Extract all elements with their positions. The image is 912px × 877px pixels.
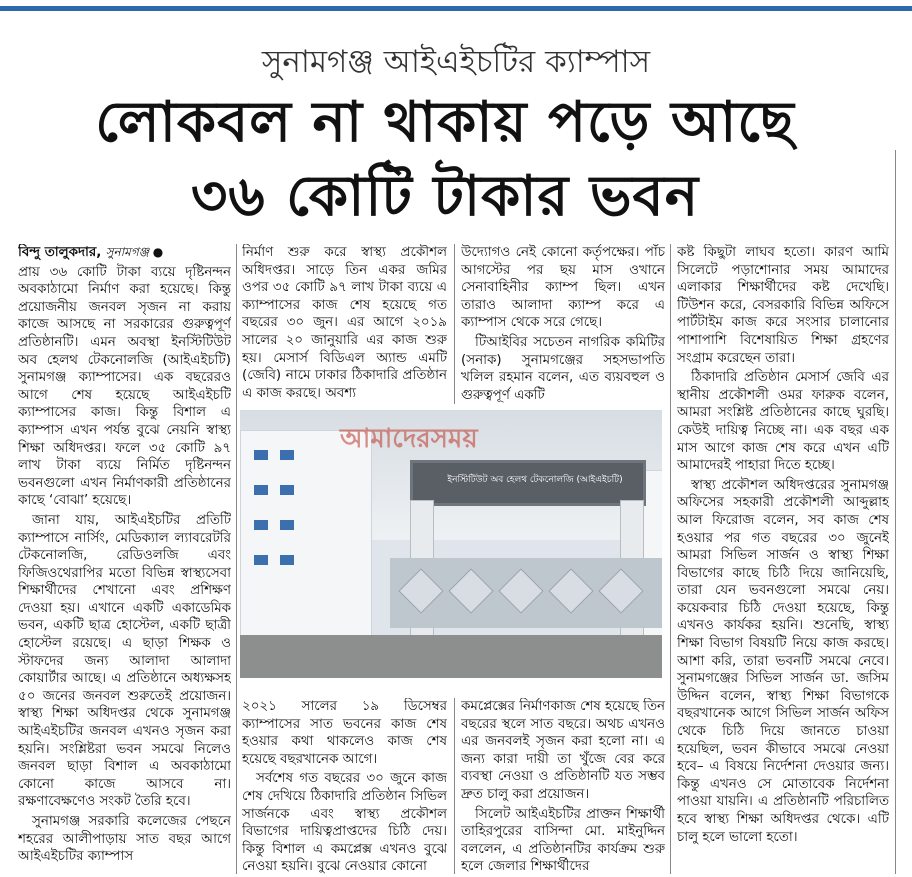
photo-watermark: আমাদেরসময় [340, 424, 478, 454]
article-column-3-bottom [461, 698, 665, 874]
headline-line-2: ৩৬ কোটি টাকার ভবন [190, 164, 700, 229]
article-column-4 [677, 244, 889, 874]
top-rule [0, 6, 912, 11]
column-divider [454, 244, 455, 404]
paragraph: স্বাস্থ্য প্রকৌশল অধিদপ্তরের সুনামগঞ্জ অফিসের সহকারী প্রকৌশলী আব্দুল্লাহ আল ফিরোজ বলেন, সব কাজ শেষ হওয়ার পর গত বছরের ৩০ জুনেই আমরা সিভিল সার্জন ও স্বাস্থ্য শিক্ষা বিভাগের কাছে চিঠি দিয়ে জানিয়েছি, তারা যেন ভবনগুলো সমঝে নেয়। কয়েকবার চিঠি দেওয়া হয়েছে, কিন্তু এখনও কার্যকর হয়নি। শুনেছি, স্বাস্থ্য শিক্ষা বিভাগ বিষয়টি নিয়ে কাজ করছে। আশা করি, তারা ভবনটি সমঝে নেবে। সুনামগঞ্জের সিভিল সার্জন ডা. জসিম উদ্দিন বলেন, স্বাস্থ্য শিক্ষা বিভাগকে বছরখানেক আগে সিভিল সার্জন অফিস থেকে চিঠি দিয়ে জানতে চাওয়া হয়েছিল, ভবন কীভাবে সমঝে নেওয়া হবে– এ বিষয়ে নির্দেশনা দেওয়ার জন্য। কিন্তু এখনও সে মোতাবেক নির্দেশনা পাওয়া যায়নি। এ প্রতিষ্ঠানটি পরিচালিত হবে স্বাস্থ্য শিক্ষা অধিদপ্তর থেকে। এটি চালু হলে ভালো হতো। [677, 477, 889, 845]
column-divider [454, 698, 455, 874]
photo-window [254, 520, 268, 530]
photo-window [280, 485, 294, 495]
article-column-3-top [461, 244, 665, 404]
byline [18, 244, 231, 262]
photo-window [254, 555, 268, 565]
paragraph: নির্মাণ শুরু করে স্বাস্থ্য প্রকৌশল অধিদপ্তর। সাড়ে তিন একর জমির ওপর ৩৫ কোটি ৯৭ লাখ টাকা ব্যয়ে এ ক্যাম্পাসের কাজ শেষ হয়েছে গত বছরের ৩০ জুন। এর আগে ২০১৯ সালের ২০ জানুয়ারি এর কাজ শুরু হয়। মেসার্স বিডিএল অ্যান্ড এমটি (জেবি) নামে ঢাকার ঠিকাদারি প্রতিষ্ঠান এ কাজ করছে। অবশ্য [242, 245, 447, 401]
paragraph: ঠিকাদারি প্রতিষ্ঠান মেসার্স জেবি এর স্থানীয় প্রকৌশলী ওমর ফারুক বলেন, আমরা সংশ্লিষ্ট প্রতিষ্ঠানের কাছে ঘুরছি। কেউই দায়িত্ব নিচ্ছে না। এক বছর এক মাস আগে কাজ শেষ করে এখন এটি আমাদেরই পাহারা দিতে হচ্ছে। [677, 370, 889, 474]
byline-place: সুনামগঞ্জ ● [105, 245, 164, 259]
headline-line-1: লোকবল না থাকায় পড়ে আছে [95, 90, 795, 155]
paragraph: সর্বশেষ গত বছরের ৩০ জুনে কাজ শেষ দেখিয়ে ঠিকাদারি প্রতিষ্ঠান সিভিল সার্জনকে এবং স্বাস্থ্য প্রকৌশল বিভাগের দায়িত্বপ্রাপ্তদের চিঠি দেয়। কিন্তু বিশাল এ কমপ্লেক্স এখনও বুঝে নেওয়া হয়নি। বুঝে নেওয়ার কোনো [242, 771, 447, 874]
photo-ground [240, 635, 662, 678]
photo-gate-sign: ইনস্টিটিউট অব হেলথ টেকনোলজি (আইএইচটি) [447, 475, 623, 485]
photo-window [254, 450, 268, 460]
paragraph: টিআইবির সচেতন নাগরিক কমিটির (সনাক) সুনামগঞ্জের সহসভাপতি খলিল রহমান বলেন, এত ব্যয়বহুল ও গুরুত্বপূর্ণ একটি [461, 334, 665, 403]
paragraph: জানা যায়, আইএইচটির প্রতিটি ক্যাম্পাসে নার্সিং, মেডিক্যাল ল্যাবরেটরি টেকনোলজি, রেডিওলজি এবং ফিজিওথেরাপির মতো বিভিন্ন স্বাস্থ্যসেবা শিক্ষার্থীদের শেখানো এবং প্রশিক্ষণ দেওয়া হয়। এখানে একটি একাডেমিক ভবন, একটি ছাত্র হোস্টেল, একটি ছাত্রী হোস্টেল রয়েছে। এ ছাড়া শিক্ষক ও স্টাফদের জন্য আলাদা আলাদা কোয়ার্টার আছে। এ প্রতিষ্ঠানে অধ্যক্ষসহ ৫০ জনের জনবল শুরুতেই প্রয়োজন। স্বাস্থ্য শিক্ষা অধিদপ্তর থেকে সুনামগঞ্জ আইএইচটির জনবল এখনও সৃজন করা হয়নি। সংশ্লিষ্টরা ভবন সমঝে নিলেও জনবল ছাড়া বিশাল এ অবকাঠামো কোনো কাজে আসবে না। রক্ষণাবেক্ষণেও সংকট তৈরি হবে। [18, 512, 231, 810]
photo-window [280, 555, 294, 565]
paragraph: প্রায় ৩৬ কোটি টাকা ব্যয়ে দৃষ্টিনন্দন অবকাঠামো নির্মাণ করা হয়েছে। কিন্তু প্রয়োজনীয় জনবল সৃজন না করায় কাজে আসছে না সরকারের গুরুত্বপূর্ণ প্রতিষ্ঠানটি। এমন অবস্থা ইনস্টিটিউট অব হেলথ টেকনোলজি (আইএইচটি) সুনামগঞ্জ ক্যাম্পাসের। এক বছরেরও আগে শেষ হয়েছে আইএইচটি ক্যাম্পাসের কাজ। কিন্তু বিশাল এ ক্যাম্পাস এখন পর্যন্ত বুঝে নেয়নি স্বাস্থ্য শিক্ষা অধিদপ্তর। ফলে ৩৫ কোটি ৯৭ লাখ টাকা ব্যয়ে নির্মিত দৃষ্টিনন্দন ভবনগুলো এখন নির্মাণকারী প্রতিষ্ঠানের কাছে ‘বোঝা’ হয়েছে। [18, 264, 231, 509]
column-divider [670, 244, 671, 874]
photo-window [280, 520, 294, 530]
paragraph: কষ্ট কিছুটা লাঘব হতো। কারণ আমি সিলেটে পড়াশোনার সময় আমাদের এলাকার শিক্ষার্থীদের কষ্ট দেখেছি। টিউশন করে, বেসরকারি বিভিন্ন অফিসে পার্টটাইম কাজ করে সংসার চালানোর পাশাপাশি বিশেষায়িত শিক্ষা গ্রহণের সংগ্রাম করেছেন তারা। [677, 245, 889, 366]
paragraph: ২০২১ সালের ১৯ ডিসেম্বর ক্যাম্পাসের সাত ভবনের কাজ শেষ হওয়ার কথা থাকলেও কাজ শেষ হয়েছে বছরখানেক আগে। [242, 699, 447, 767]
paragraph: উদ্যোগও নেই কোনো কর্তৃপক্ষের। পাঁচ আগস্টের পর ছয় মাস ওখানে সেনাবাহিনীর ক্যাম্প ছিল। এখন তারাও আলাদা ক্যাম্প করে এ ক্যাম্পাস থেকে সরে গেছে। [461, 245, 665, 331]
campus-photo [240, 410, 662, 678]
headline [20, 86, 870, 234]
photo-window [254, 485, 268, 495]
column-divider [895, 150, 896, 874]
photo-window [280, 450, 294, 460]
kicker: সুনামগঞ্জ আইএইচটির ক্যাম্পাস [261, 44, 651, 80]
byline-author: বিন্দু তালুকদার, [18, 245, 102, 260]
article-column-2-bottom [242, 698, 447, 874]
article-column-2-top [242, 244, 447, 404]
paragraph: সিলেট আইএইচটির প্রাক্তন শিক্ষার্থী তাহিরপুরের বাসিন্দা মো. মাইনুদ্দিন বললেন, এ প্রতিষ্ঠানটির কার্যক্রম শুরু হলে জেলার শিক্ষার্থীদের [461, 806, 665, 874]
paragraph: কমপ্লেক্সের নির্মাণকাজ শেষ হয়েছে তিন বছরের স্থলে সাত বছরে। অথচ এখনও এর জনবলই সৃজন করা হলো না। এ জন্য কারা দায়ী তা খুঁজে বের করে ব্যবস্থা নেওয়া ও প্রতিষ্ঠানটি যত সম্ভব দ্রুত চালু করা প্রয়োজন। [461, 699, 665, 802]
adjacent-article-edge [900, 150, 912, 850]
paragraph: সুনামগঞ্জ সরকারি কলেজের পেছনে শহরের আলীপাড়ায় সাত বছর আগে আইএইচটির ক্যাম্পাস [18, 814, 231, 865]
article-column-1 [18, 244, 231, 874]
column-divider [236, 244, 237, 874]
